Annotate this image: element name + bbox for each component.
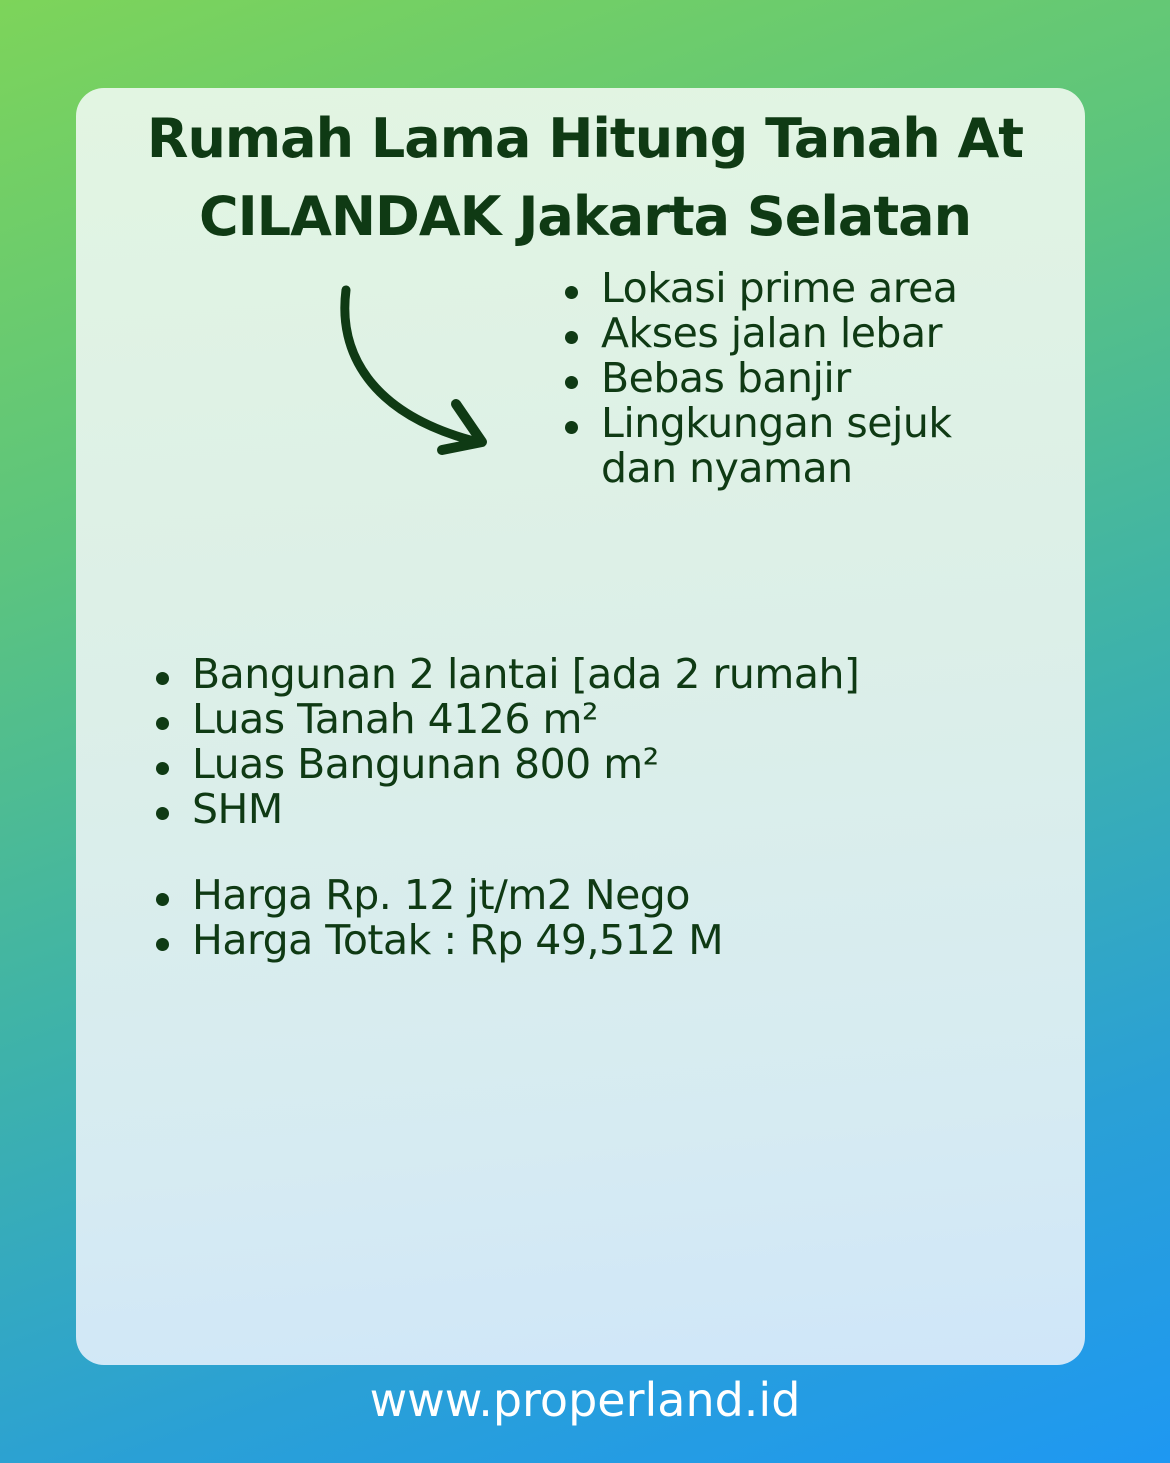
list-item: SHM bbox=[154, 787, 1014, 832]
list-item: Lingkungan sejuk dan nyaman bbox=[563, 401, 1033, 491]
feature-list bbox=[563, 266, 1033, 491]
list-item: Akses jalan lebar bbox=[563, 311, 1033, 356]
list-item: Harga Totak : Rp 49,512 M bbox=[154, 918, 1014, 963]
list-item: Luas Tanah 4126 m² bbox=[154, 697, 1014, 742]
list-item: Bangunan 2 lantai [ada 2 rumah] bbox=[154, 652, 1014, 697]
list-item: Bebas banjir bbox=[563, 356, 1033, 401]
list-item: Lokasi prime area bbox=[563, 266, 1033, 311]
spec-list bbox=[154, 652, 1014, 832]
page-title bbox=[0, 100, 1170, 256]
price-list bbox=[154, 873, 1014, 963]
list-item: Luas Bangunan 800 m² bbox=[154, 742, 1014, 787]
curved-arrow-icon bbox=[330, 282, 500, 467]
title-line-2: CILANDAK Jakarta Selatan bbox=[198, 185, 972, 248]
title-line-1: Rumah Lama Hitung Tanah At bbox=[146, 107, 1024, 170]
website-link[interactable]: www.properland.id bbox=[369, 1373, 801, 1427]
list-item: Harga Rp. 12 jt/m2 Nego bbox=[154, 873, 1014, 918]
